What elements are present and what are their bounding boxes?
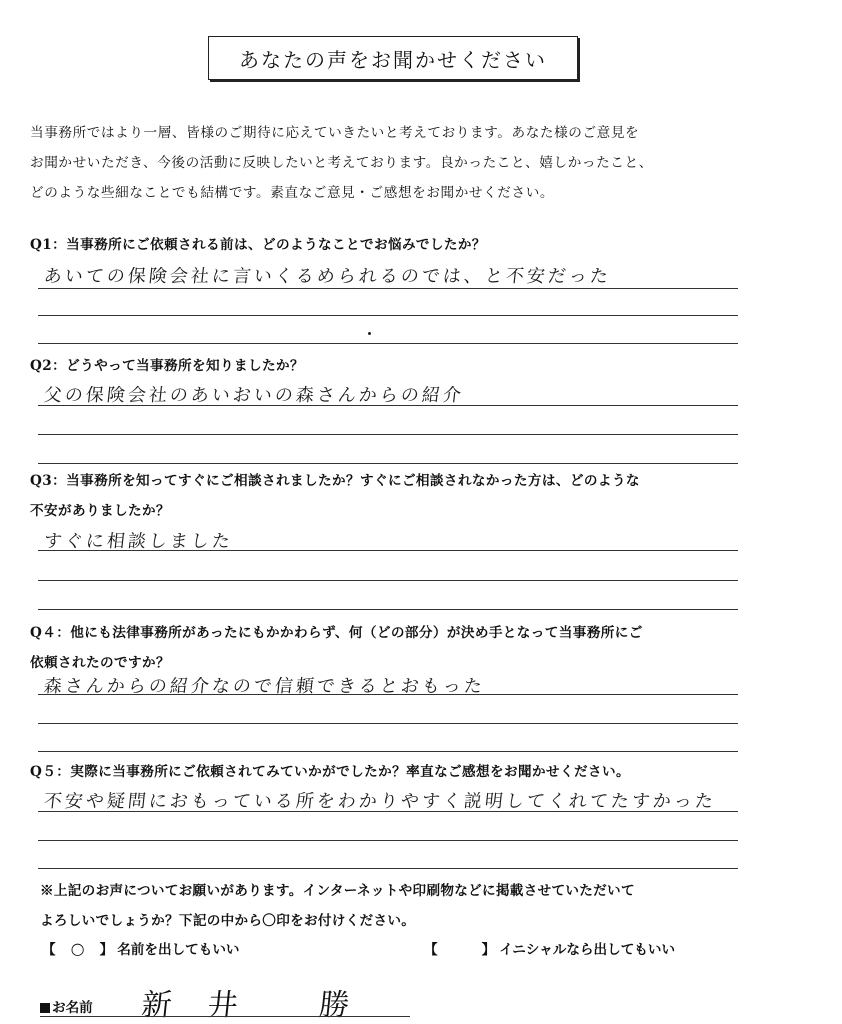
question-3-text: Q3：当事務所を知ってすぐにご相談されましたか？すぐにご相談されなかった方は、どのような <box>30 473 640 489</box>
answer-3-rule-3 <box>38 609 738 610</box>
answer-4-rule-2 <box>38 723 738 724</box>
answer-4: 森さんからの紹介なので信頼できるとおもった <box>42 676 486 697</box>
answer-3: すぐに相談しました <box>42 531 234 552</box>
intro-line: お聞かせいただき、今後の活動に反映したいと考えております。良かったこと、嬉しかったこと、 <box>30 155 653 171</box>
notice-line: よろしいでしょうか？下記の中から〇印をお付けください。 <box>40 913 416 929</box>
option-bracket-open: 【 <box>42 942 56 958</box>
name-value: 新井 勝 <box>139 988 388 1023</box>
answer-3-rule-1 <box>38 550 738 551</box>
option-label: 名前を出してもいい <box>117 942 240 958</box>
intro-line: 当事務所ではより一層、皆様のご期待に応えていきたいと考えております。あなた様のご意見を <box>30 125 640 141</box>
survey-title: あなたの声をお聞かせください <box>208 36 578 80</box>
answer-2-rule-2 <box>38 434 738 435</box>
name-underline <box>40 1016 410 1017</box>
answer-5-rule-3 <box>38 868 738 869</box>
option-name-ok[interactable] <box>42 938 240 958</box>
question-5-text: Q５：実際に当事務所にご依頼されてみていかがでしたか？率直なご感想をお聞かせください。 <box>30 764 630 780</box>
question-4 <box>30 618 820 678</box>
question-1 <box>30 230 820 260</box>
answer-3-rule-2 <box>38 580 738 581</box>
name-label <box>40 996 93 1016</box>
question-5 <box>30 757 820 787</box>
question-2 <box>30 351 820 381</box>
publication-notice <box>40 876 820 936</box>
answer-1: あいての保険会社に言いくるめられるのでは、と不安だった <box>42 266 612 287</box>
option-bracket-close: 】 <box>481 942 496 958</box>
answer-1-rule-1 <box>38 288 738 289</box>
answer-4-rule-3 <box>38 751 738 752</box>
notice-line: ※上記のお声についてお願いがあります。インターネットや印刷物などに掲載させていただいて <box>40 883 635 899</box>
answer-2: 父の保険会社のあいおいの森さんからの紹介 <box>42 385 465 406</box>
option-bracket-open: 【 <box>424 942 438 958</box>
answer-5-rule-1 <box>38 811 738 812</box>
intro-text <box>30 118 820 208</box>
option-label: イニシャルなら出してもいい <box>499 942 676 958</box>
answer-1-rule-3 <box>38 343 738 344</box>
question-2-text: Q2：どうやって当事務所を知りましたか？ <box>30 358 304 374</box>
question-4-text: 依頼されたのですか？ <box>30 655 170 671</box>
answer-4-rule-1 <box>38 694 738 695</box>
answer-2-rule-3 <box>38 463 738 464</box>
name-label-text: お名前 <box>52 1000 93 1016</box>
option-initials-ok[interactable] <box>424 938 675 958</box>
question-3-text: 不安がありましたか？ <box>30 503 170 519</box>
question-1-text: Q1：当事務所にご依頼される前は、どのようなことでお悩みでしたか？ <box>30 237 486 253</box>
answer-5: 不安や疑問におもっている所をわかりやすく説明してくれてたすかった <box>42 791 717 812</box>
answer-1-rule-2 <box>38 315 738 316</box>
paper-speck <box>368 332 371 335</box>
answer-2-rule-1 <box>38 405 738 406</box>
circle-mark: ○ <box>70 938 85 958</box>
black-square-icon <box>40 1003 50 1013</box>
question-3 <box>30 466 820 526</box>
option-bracket-close: 】 <box>99 942 114 958</box>
answer-5-rule-2 <box>38 840 738 841</box>
intro-line: どのような些細なことでも結構です。素直なご意見・ご感想をお聞かせください。 <box>30 185 555 201</box>
question-4-text: Q４：他にも法律事務所があったにもかかわらず、何（どの部分）が決め手となって当事務所にご <box>30 625 643 641</box>
